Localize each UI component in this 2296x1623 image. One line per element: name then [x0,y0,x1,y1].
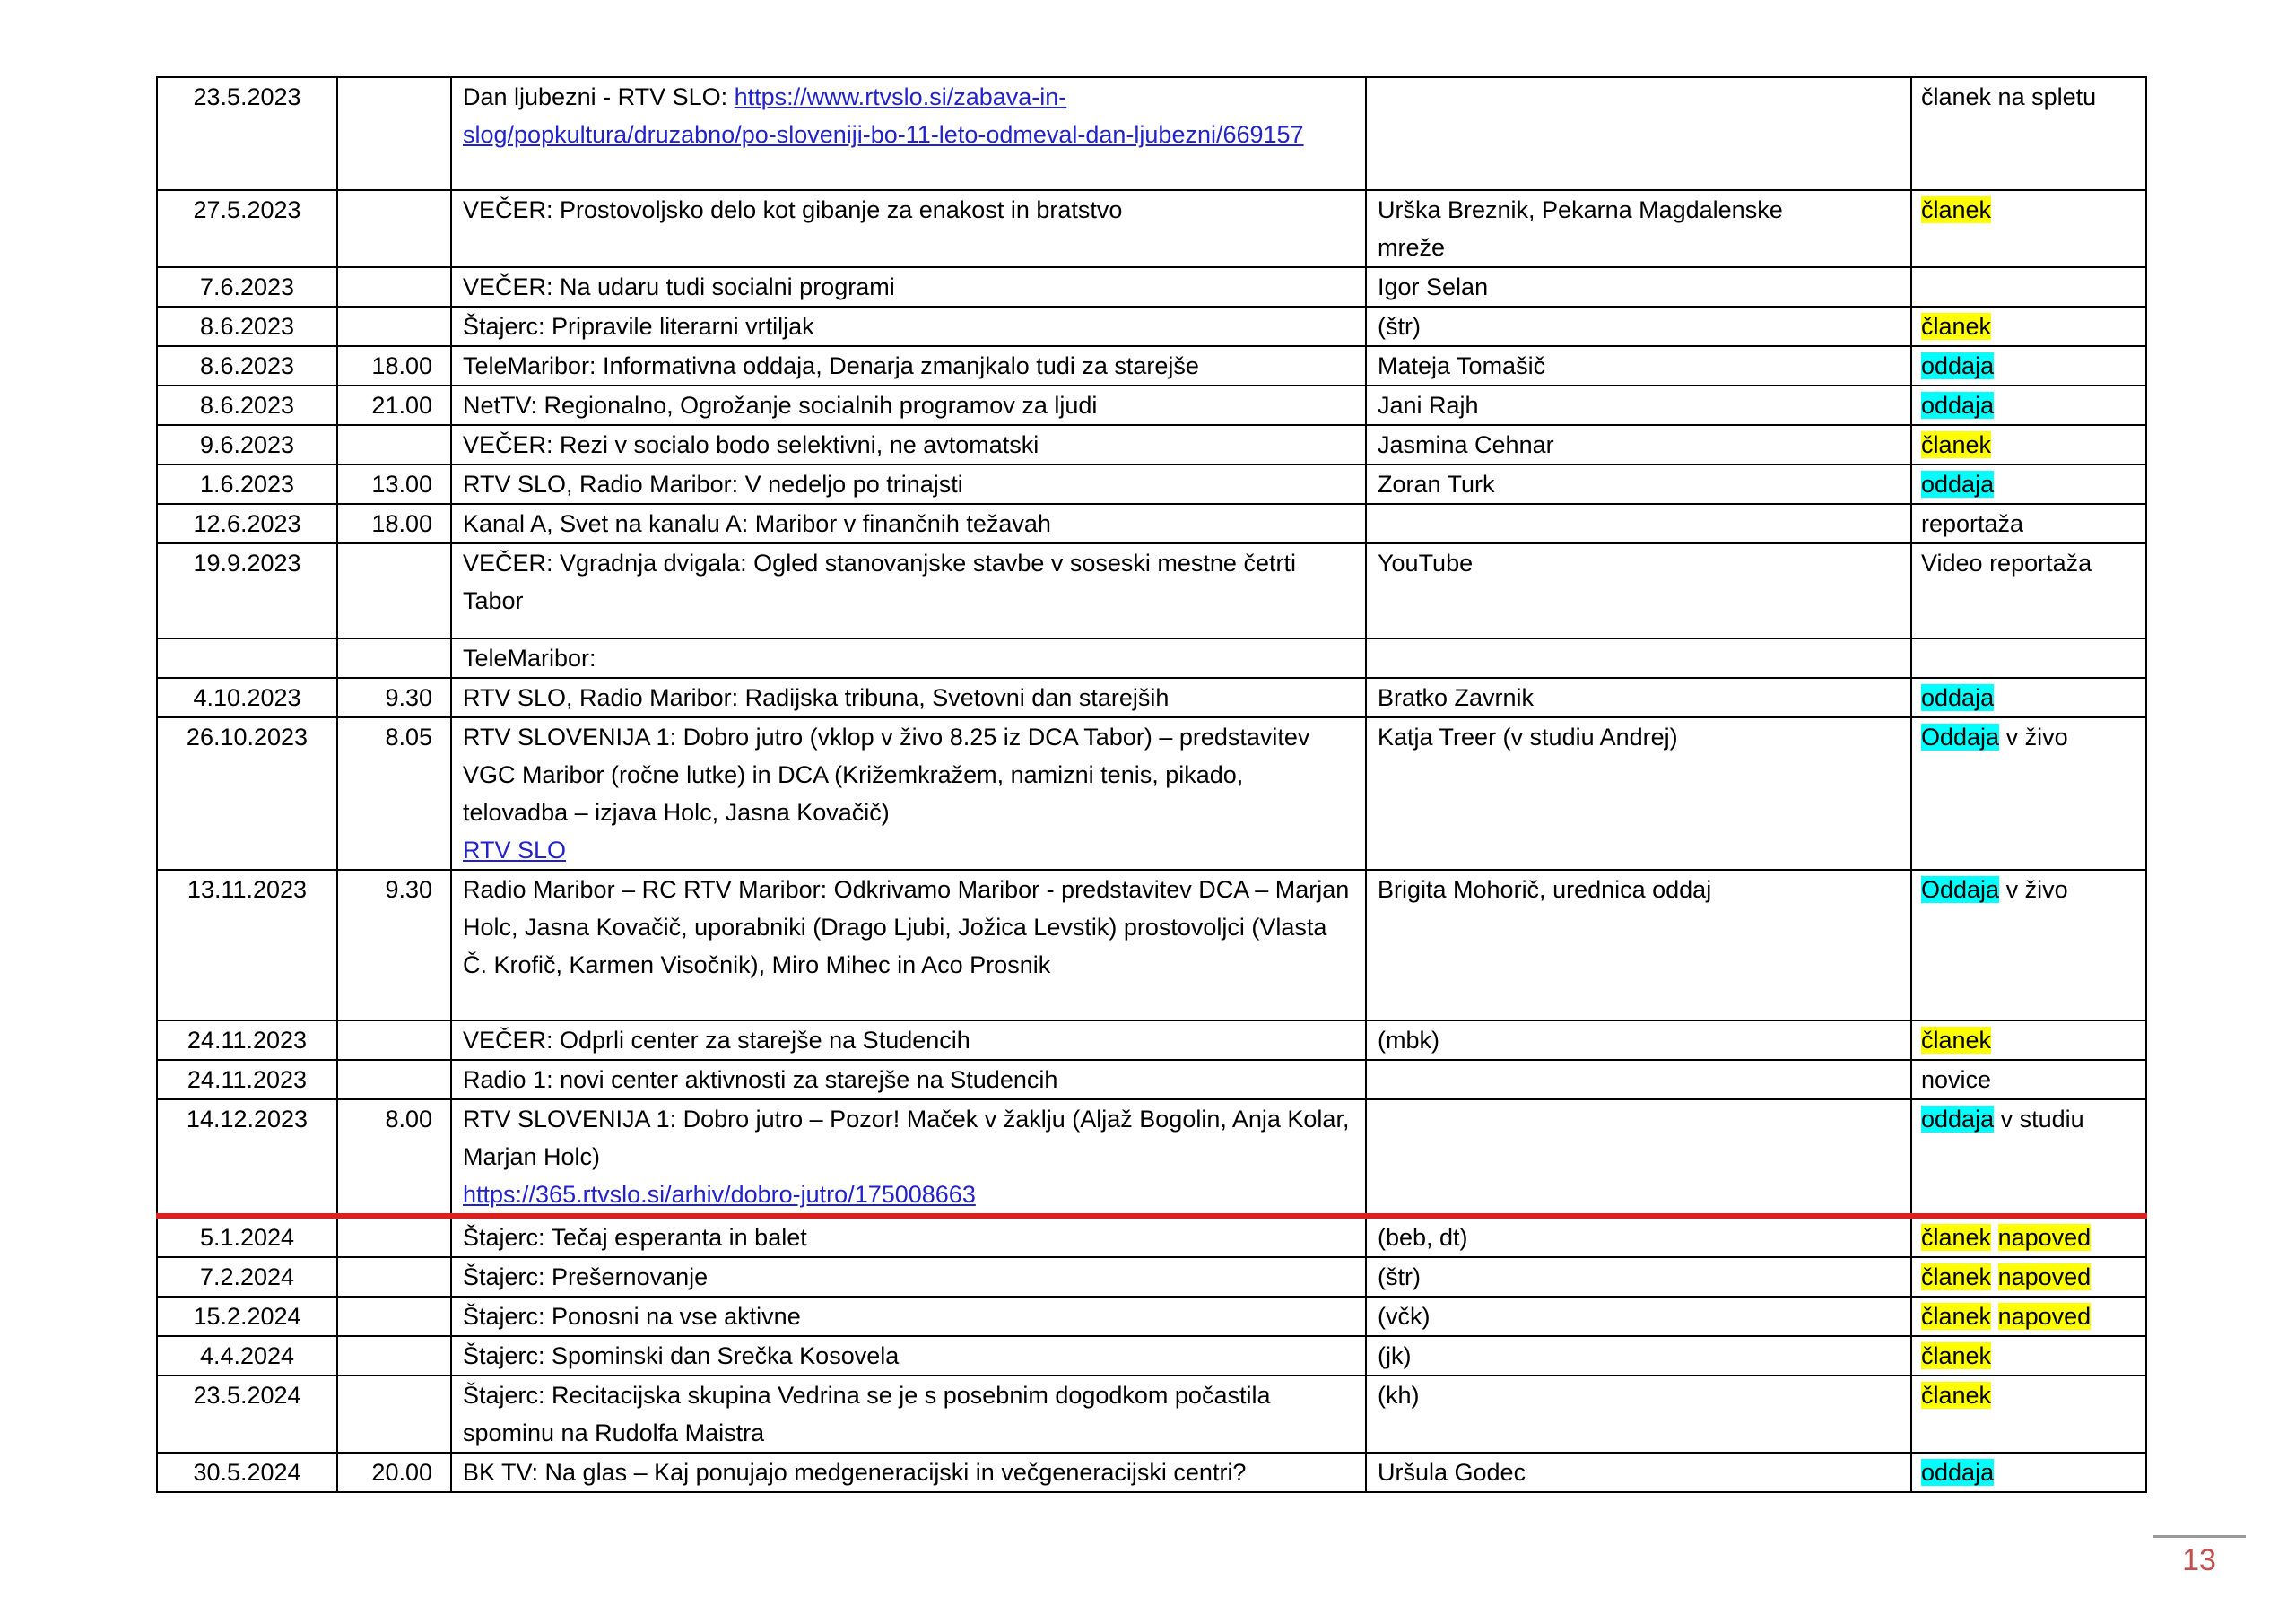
description-cell [451,425,1366,464]
text-segment: VEČER: Rezi v socialo bodo selektivni, ne avtomatski [463,431,1039,458]
time-cell: 9.30 [337,678,451,717]
author-text: Brigita Mohorič, urednica oddaj [1378,876,1712,903]
table-body [157,77,2146,1492]
author-cell [1366,267,1911,307]
date-cell: 24.11.2023 [157,1020,337,1060]
date-cell: 13.11.2023 [157,870,337,1020]
author-cell [1366,1257,1911,1297]
time-cell [337,267,451,307]
time-cell: 21.00 [337,386,451,425]
date-cell: 5.1.2024 [157,1216,337,1257]
author-cell [1366,870,1911,1020]
type-cell [1911,638,2146,678]
author-cell [1366,464,1911,504]
text-segment: RTV SLO, Radio Maribor: Radijska tribuna, Svetovni dan starejših [463,684,1170,711]
text-segment: novice [1921,1066,1992,1093]
author-text: Jasmina Cehnar [1378,431,1554,458]
highlight-cyan: oddaja [1921,352,1995,379]
author-cell [1366,504,1911,543]
author-cell [1366,638,1911,678]
table-row [157,1297,2146,1336]
hyperlink[interactable]: https://www.rtvslo.si/zabava-in-slog/popkultura/druzabno/po-sloveniji-bo-11-leto-odmeval-dan-ljubezni/669157 [463,83,1304,148]
description-cell [451,543,1366,638]
author-text: Katja Treer (v studiu Andrej) [1378,724,1678,751]
text-segment: VEČER: Prostovoljsko delo kot gibanje za enakost in bratstvo [463,196,1123,223]
date-cell: 1.6.2023 [157,464,337,504]
page-number: 13 [2182,1543,2216,1577]
description-cell [451,504,1366,543]
author-cell [1366,77,1911,190]
description-cell [451,1376,1366,1453]
text-segment [1991,1263,1998,1290]
time-cell [337,1376,451,1453]
text-segment: VEČER: Vgradnja dvigala: Ogled stanovanjske stavbe v soseski mestne četrti Tabor [463,550,1296,614]
type-cell [1911,1020,2146,1060]
description-cell [451,267,1366,307]
text-segment: BK TV: Na glas – Kaj ponujajo medgeneracijski in večgeneracijski centri? [463,1459,1247,1486]
author-text: (štr) [1378,313,1421,340]
text-segment: VEČER: Odprli center za starejše na Studencih [463,1027,970,1054]
date-cell: 15.2.2024 [157,1297,337,1336]
text-segment: Kanal A, Svet na kanalu A: Maribor v finančnih težavah [463,510,1051,537]
description-cell [451,678,1366,717]
author-text: Urška Breznik, Pekarna Magdalenske [1378,196,1783,223]
author-text: (včk) [1378,1303,1431,1330]
table-row [157,464,2146,504]
description-cell [451,1453,1366,1492]
time-cell [337,1216,451,1257]
time-cell [337,1257,451,1297]
description-cell [451,717,1366,870]
table-row [157,678,2146,717]
text-segment: RTV SLOVENIJA 1: Dobro jutro (vklop v živo 8.25 iz DCA Tabor) – predstavitev VGC Maribor (ročne lutke) in DCA (Križemkražem, namizni tenis, pikado, telovadba – izjava Holc, Jasna Kovačič) [463,724,1310,826]
description-cell [451,346,1366,386]
type-cell [1911,307,2146,346]
description-cell [451,1257,1366,1297]
time-cell [337,1020,451,1060]
text-segment: v živo [1999,876,2068,903]
type-cell [1911,386,2146,425]
author-text: mreže [1378,234,1446,261]
text-segment: Štajerc: Tečaj esperanta in balet [463,1224,807,1251]
table-row [157,190,2146,267]
description-cell [451,870,1366,1020]
description-cell [451,307,1366,346]
table-row [157,77,2146,190]
date-cell: 24.11.2023 [157,1060,337,1099]
type-cell [1911,267,2146,307]
author-cell [1366,190,1911,267]
date-cell: 27.5.2023 [157,190,337,267]
text-segment: TeleMaribor: [463,645,596,672]
description-cell [451,190,1366,267]
type-cell [1911,1099,2146,1216]
author-text: Bratko Zavrnik [1378,684,1535,711]
date-cell: 8.6.2023 [157,346,337,386]
highlight-yellow: članek [1921,1382,1992,1409]
highlight-yellow: napoved [1997,1224,2092,1251]
date-cell: 8.6.2023 [157,386,337,425]
description-cell [451,638,1366,678]
text-segment: Štajerc: Pripravile literarni vrtiljak [463,313,814,340]
date-cell: 9.6.2023 [157,425,337,464]
type-cell [1911,717,2146,870]
description-cell [451,1060,1366,1099]
time-cell [337,1060,451,1099]
table-row [157,346,2146,386]
highlight-cyan: Oddaja [1921,724,2000,751]
type-cell [1911,678,2146,717]
text-segment: Štajerc: Recitacijska skupina Vedrina se je s posebnim dogodkom počastila spominu na Rudolfa Maistra [463,1382,1271,1446]
table-row [157,1099,2146,1216]
highlight-yellow: napoved [1997,1303,2092,1330]
description-cell [451,386,1366,425]
highlight-yellow: članek [1921,1342,1992,1369]
text-segment [1991,1303,1998,1330]
author-text: (kh) [1378,1382,1420,1409]
author-cell [1366,1020,1911,1060]
author-text: (beb, dt) [1378,1224,1468,1251]
type-cell [1911,346,2146,386]
highlight-cyan: oddaja [1921,1459,1995,1486]
author-cell [1366,1297,1911,1336]
text-segment [1991,1224,1998,1251]
author-text: (mbk) [1378,1027,1439,1054]
table-row [157,307,2146,346]
type-cell [1911,1297,2146,1336]
text-segment: v živo [1999,724,2068,751]
type-cell [1911,77,2146,190]
author-cell [1366,1376,1911,1453]
type-cell [1911,1257,2146,1297]
highlight-yellow: članek [1921,1224,1992,1251]
table-row [157,717,2146,870]
highlight-yellow: članek [1921,1263,1992,1290]
text-segment: Štajerc: Ponosni na vse aktivne [463,1303,801,1330]
time-cell [337,638,451,678]
author-cell [1366,386,1911,425]
time-cell [337,77,451,190]
description-cell [451,1216,1366,1257]
date-cell: 8.6.2023 [157,307,337,346]
type-cell [1911,464,2146,504]
type-cell [1911,1376,2146,1453]
author-cell [1366,346,1911,386]
type-cell [1911,1216,2146,1257]
author-text: Zoran Turk [1378,471,1495,498]
time-cell: 18.00 [337,346,451,386]
table-row [157,267,2146,307]
hyperlink[interactable]: RTV SLO [463,837,567,864]
type-cell [1911,1336,2146,1376]
highlight-cyan: oddaja [1921,684,1995,711]
description-cell [451,1336,1366,1376]
text-segment: Štajerc: Prešernovanje [463,1263,709,1290]
time-cell: 20.00 [337,1453,451,1492]
date-cell: 26.10.2023 [157,717,337,870]
time-cell: 18.00 [337,504,451,543]
date-cell: 7.2.2024 [157,1257,337,1297]
time-cell: 8.00 [337,1099,451,1216]
time-cell: 8.05 [337,717,451,870]
date-cell: 19.9.2023 [157,543,337,638]
description-cell [451,1099,1366,1216]
description-cell [451,77,1366,190]
description-cell [451,464,1366,504]
text-segment: v studiu [1994,1106,2084,1133]
text-segment: Dan ljubezni - RTV SLO: [463,83,735,110]
table-row [157,638,2146,678]
highlight-cyan: oddaja [1921,1106,1995,1133]
text-segment: Radio 1: novi center aktivnosti za starejše na Studencih [463,1066,1058,1093]
highlight-cyan: oddaja [1921,471,1995,498]
highlight-yellow: članek [1921,196,1992,223]
footer-rule [2152,1535,2246,1538]
author-text: (jk) [1378,1342,1412,1369]
text-segment: TeleMaribor: Informativna oddaja, Denarja zmanjkalo tudi za starejše [463,352,1199,379]
author-text: (štr) [1378,1263,1421,1290]
date-cell: 23.5.2024 [157,1376,337,1453]
text-segment: reportaža [1921,510,2024,537]
highlight-yellow: članek [1921,313,1992,340]
author-text: Jani Rajh [1378,392,1479,419]
date-cell: 4.10.2023 [157,678,337,717]
author-cell [1366,1060,1911,1099]
author-cell [1366,1453,1911,1492]
author-cell [1366,678,1911,717]
table-row [157,543,2146,638]
table-row [157,1453,2146,1492]
date-cell: 4.4.2024 [157,1336,337,1376]
table-row [157,386,2146,425]
table-row [157,425,2146,464]
text-segment: Radio Maribor – RC RTV Maribor: Odkrivamo Maribor - predstavitev DCA – Marjan Holc, Jasna Kovačič, uporabniki (Drago Ljubi, Jožica Levstik) prostovoljci (Vlasta Č. Krofič, Karmen Visočnik), Miro Mihec in Aco Prosnik [463,876,1350,978]
date-cell [157,638,337,678]
time-cell [337,543,451,638]
time-cell [337,1297,451,1336]
type-cell [1911,190,2146,267]
author-cell [1366,543,1911,638]
highlight-yellow: napoved [1997,1263,2092,1290]
type-cell [1911,1453,2146,1492]
time-cell [337,1336,451,1376]
date-cell: 23.5.2023 [157,77,337,190]
table-row [157,1257,2146,1297]
time-cell: 9.30 [337,870,451,1020]
table-row [157,504,2146,543]
author-cell [1366,307,1911,346]
description-cell [451,1020,1366,1060]
author-cell [1366,1216,1911,1257]
media-appearances-table [156,76,2147,1493]
table-row [157,1376,2146,1453]
type-cell [1911,504,2146,543]
highlight-yellow: članek [1921,1303,1992,1330]
highlight-yellow: članek [1921,431,1992,458]
date-cell: 12.6.2023 [157,504,337,543]
highlight-cyan: oddaja [1921,392,1995,419]
table-row [157,870,2146,1020]
time-cell [337,190,451,267]
time-cell [337,307,451,346]
highlight-yellow: članek [1921,1027,1992,1054]
text-segment: NetTV: Regionalno, Ogrožanje socialnih programov za ljudi [463,392,1098,419]
text-segment: Video reportaža [1921,550,2092,577]
text-segment: članek na spletu [1921,83,2097,110]
author-cell [1366,717,1911,870]
time-cell [337,425,451,464]
table-row [157,1060,2146,1099]
time-cell: 13.00 [337,464,451,504]
table-row [157,1020,2146,1060]
date-cell: 14.12.2023 [157,1099,337,1216]
type-cell [1911,870,2146,1020]
text-segment: VEČER: Na udaru tudi socialni programi [463,273,895,300]
text-segment: Štajerc: Spominski dan Srečka Kosovela [463,1342,900,1369]
description-cell [451,1297,1366,1336]
date-cell: 30.5.2024 [157,1453,337,1492]
author-cell [1366,1336,1911,1376]
text-segment: RTV SLOVENIJA 1: Dobro jutro – Pozor! Maček v žaklju (Aljaž Bogolin, Anja Kolar, Marjan Holc) [463,1106,1350,1170]
type-cell [1911,1060,2146,1099]
type-cell [1911,543,2146,638]
table-row [157,1336,2146,1376]
hyperlink[interactable]: https://365.rtvslo.si/arhiv/dobro-jutro/175008663 [463,1181,976,1208]
type-cell [1911,425,2146,464]
author-text: Igor Selan [1378,273,1489,300]
highlight-cyan: Oddaja [1921,876,2000,903]
author-text: YouTube [1378,550,1474,577]
author-text: Uršula Godec [1378,1459,1526,1486]
author-cell [1366,1099,1911,1216]
text-segment: RTV SLO, Radio Maribor: V nedeljo po trinajsti [463,471,963,498]
date-cell: 7.6.2023 [157,267,337,307]
author-cell [1366,425,1911,464]
author-text: Mateja Tomašič [1378,352,1546,379]
table-row [157,1216,2146,1257]
